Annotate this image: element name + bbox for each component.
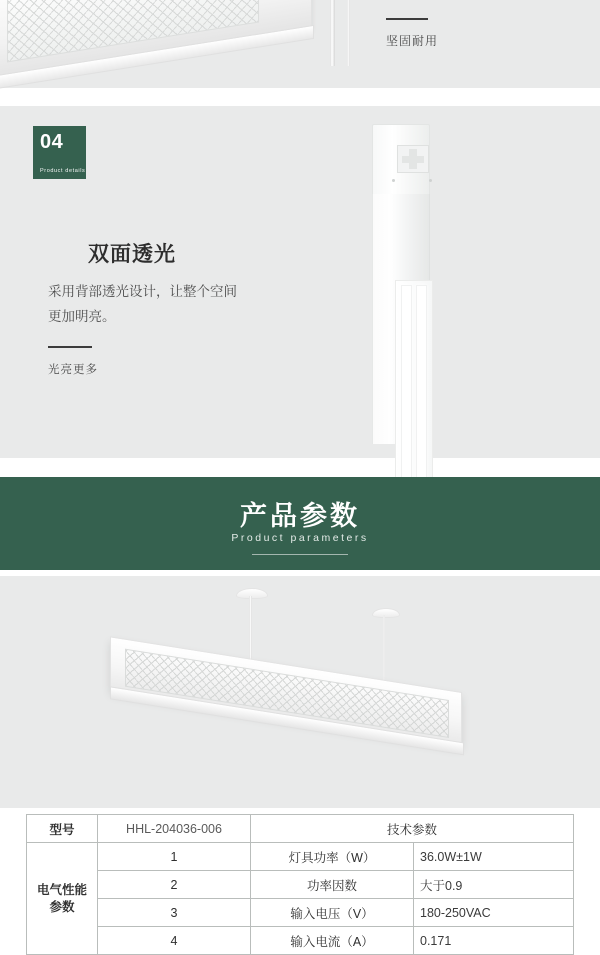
product-details-section — [0, 106, 600, 458]
row-value: 180-250VAC — [414, 899, 574, 927]
vertical-pendant-light-image — [360, 124, 438, 444]
spacer-1 — [0, 88, 600, 106]
row-index: 3 — [98, 899, 251, 927]
screw-right-icon — [429, 179, 432, 182]
row-value: 0.171 — [414, 927, 574, 955]
caption-rule — [386, 18, 428, 20]
pendant-light-lens — [395, 280, 433, 488]
section-paragraph: 采用背部透光设计，让整个空间更加明亮。 — [48, 284, 237, 324]
table-row — [27, 815, 574, 843]
parameters-table — [26, 814, 574, 955]
row-value: 36.0W±1W — [414, 843, 574, 871]
banner-underline — [252, 554, 348, 555]
parameters-table-section — [0, 808, 600, 955]
mounting-plate — [397, 145, 429, 173]
screw-left-icon — [392, 179, 395, 182]
top-caption — [386, 18, 536, 49]
pendant-head — [372, 124, 430, 196]
table-row — [27, 899, 574, 927]
row-name: 功率因数 — [251, 871, 414, 899]
suspension-rod-left — [330, 0, 335, 66]
row-index: 1 — [98, 843, 251, 871]
top-product-image-section — [0, 0, 600, 88]
top-caption-text: 坚固耐用 — [386, 34, 439, 48]
section-number-badge — [33, 126, 86, 179]
caption-rule — [48, 346, 92, 348]
pendant-body — [372, 194, 430, 444]
row-name: 输入电流（A） — [251, 927, 414, 955]
hero-product-image-section — [0, 576, 600, 808]
suspension-rod-right — [347, 0, 350, 66]
row-name: 输入电压（V） — [251, 899, 414, 927]
details-caption-text: 光亮更多 — [48, 364, 98, 376]
section-headline: 双面透光 — [88, 243, 176, 266]
table-row — [27, 843, 574, 871]
row-index: 2 — [98, 871, 251, 899]
ceiling-canopy-right — [372, 608, 400, 618]
row-index: 4 — [98, 927, 251, 955]
suspended-grille-panel-light-image — [110, 636, 460, 757]
spec-header: 技术参数 — [251, 815, 574, 843]
spacer-2 — [0, 458, 600, 477]
details-caption — [48, 346, 208, 377]
product-parameters-banner — [0, 477, 600, 570]
table-row — [27, 871, 574, 899]
banner-title-cn: 产品参数 — [240, 501, 360, 531]
group-label: 电气性能参数 — [27, 843, 98, 955]
badge-number: 04 — [40, 131, 64, 153]
fixture-body — [110, 636, 462, 746]
table-row — [27, 927, 574, 955]
model-value: HHL-204036-006 — [98, 815, 251, 843]
banner-title-en: Product parameters — [231, 532, 369, 544]
badge-subtitle: Product details — [40, 168, 86, 174]
ceiling-canopy-left — [236, 588, 268, 599]
model-label: 型号 — [27, 815, 98, 843]
row-name: 灯具功率（W） — [251, 843, 414, 871]
row-value: 大于0.9 — [414, 871, 574, 899]
